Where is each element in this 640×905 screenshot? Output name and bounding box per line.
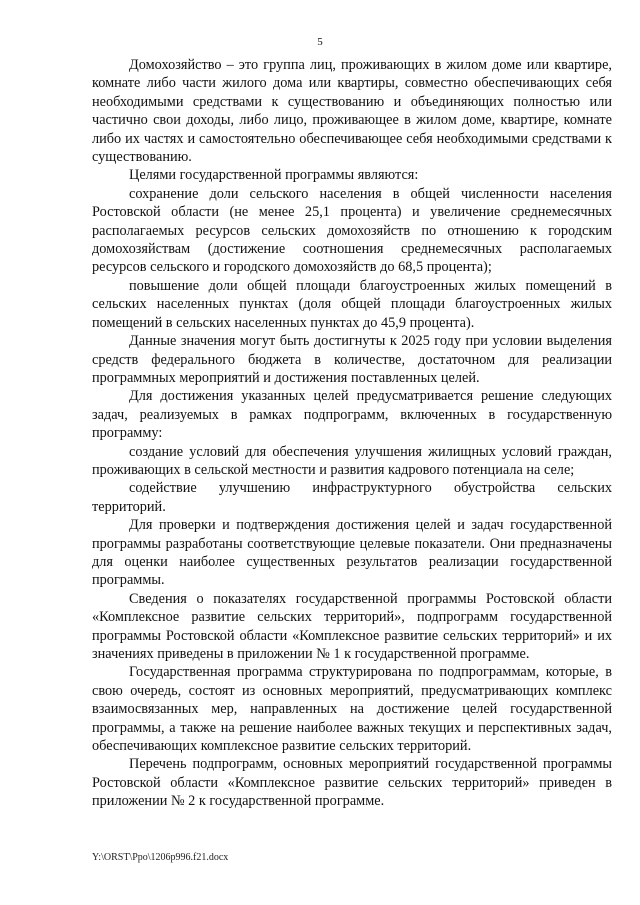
file-path-footer: Y:\ORST\Ppo\1206p996.f21.docx (92, 852, 229, 863)
paragraph-targets-2025: Данные значения могут быть достигнуты к 2025 году при условии выделения средств федерального бюджета в количестве, достаточном для реализации программных мероприятий и достижения поставленных целей. (92, 333, 612, 386)
page-number: 5 (317, 36, 323, 48)
paragraph-appendix-2: Перечень подпрограмм, основных мероприятий государственной программы Ростовской области «Комплексное развитие сельских территорий» приведен в приложении № 2 к государственной программе. (92, 756, 612, 810)
paragraph-indicators: Для проверки и подтверждения достижения целей и задач государственной программы разработаны соответствующие целевые показатели. Они предназначены для оценки наиболее существенных результатов реализации государственной программы. (92, 517, 612, 589)
paragraph-task-infrastructure: содействие улучшению инфраструктурного обустройства сельских территорий. (92, 480, 612, 515)
paragraph-task-housing: создание условий для обеспечения улучшения жилищных условий граждан, проживающих в сельской местности и развития кадрового потенциала на селе; (92, 443, 612, 478)
paragraph-tasks-intro: Для достижения указанных целей предусматривается решение следующих задач, реализуемых в рамках подпрограмм, включенных в государственную программу: (92, 388, 612, 442)
paragraph-goals-intro: Целями государственной программы являются: (129, 167, 419, 184)
paragraph-appendix-1: Сведения о показателях государственной программы Ростовской области «Комплексное развитие сельских территорий», подпрограмм государственной программы Ростовской области «Комплексное развитие сельских территорий» и их значениях приведены в приложении № 1 к государственной программе. (92, 590, 612, 662)
paragraph-goal-housing-area: повышение доли общей площади благоустроенных жилых помещений в сельских населенных пунктах (доля общей площади благоустроенных жилых помещений в сельских населенных пунктах до 45,9 процента). (92, 277, 612, 331)
paragraph-household-definition: Домохозяйство – это группа лиц, проживающих в жилом доме или квартире, комнате либо части жилого дома или квартиры, совместно обеспечивающих себя необходимыми средствами к существованию и объединяющих полностью или частично свои доходы, либо лицо, проживающее в жилом доме, квартире, комнате либо их частях и самостоятельно обеспечивающее себя необходимыми средствами к существованию. (92, 57, 612, 166)
paragraph-goal-rural-population: сохранение доли сельского населения в общей численности населения Ростовской области (не менее 25,1 процента) и увеличение среднемесячных располагаемых ресурсов сельских домохозяйств по отношению к городским домохозяйствам (достижение соотношения среднемесячных располагаемых ресурсов сельского и городского домохозяйств до 68,5 процента); (92, 185, 612, 276)
paragraph-structure: Государственная программа структурирована по подпрограммам, которые, в свою очередь, состоят из основных мероприятий, предусматривающих комплекс взаимосвязанных мер, направленных на достижение целей государственной программы, а также на решение наиболее важных текущих и перспективных задач, обеспечивающих комплексное развитие сельских территорий. (92, 664, 612, 755)
document-body (92, 56, 612, 811)
